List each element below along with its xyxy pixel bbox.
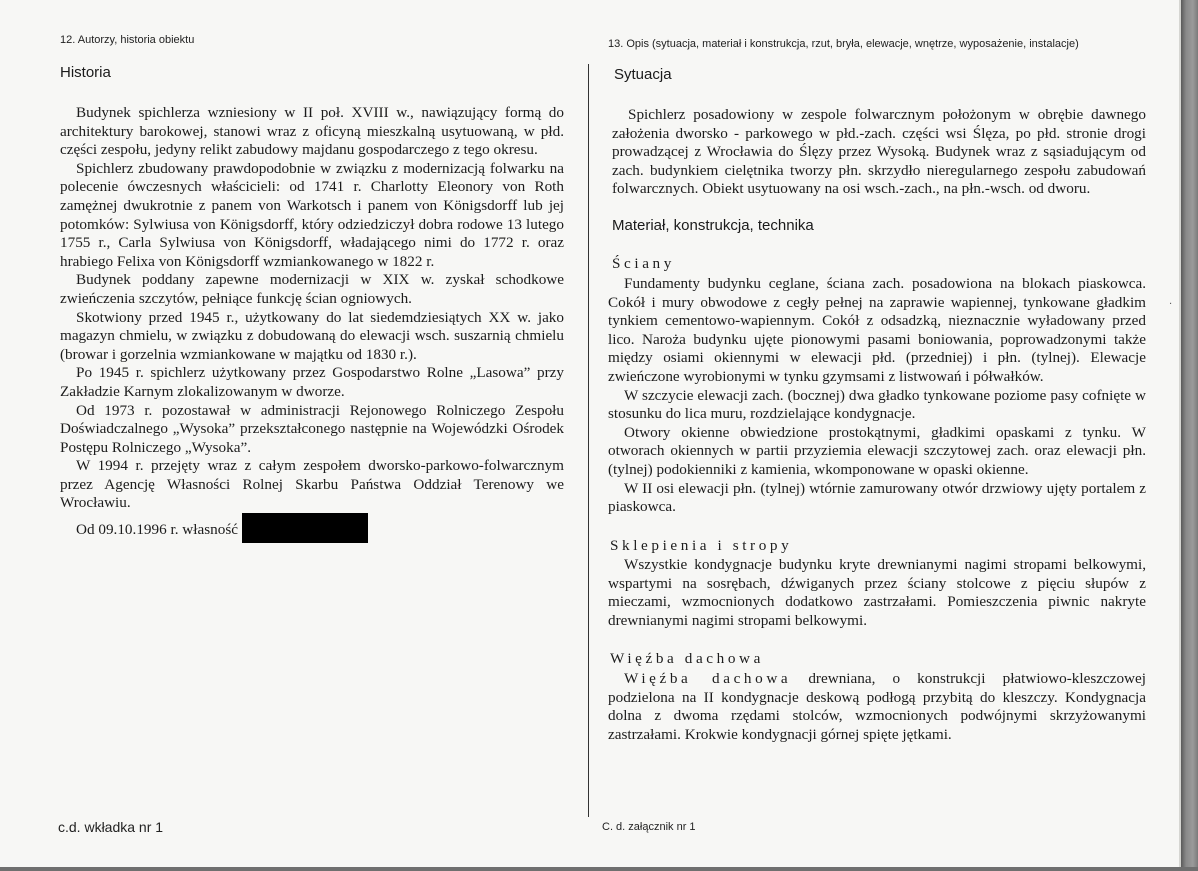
history-paragraph: Budynek spichlerza wzniesiony w II poł. XVIII w., nawiązujący formą do architektury barokowej, stanowi wraz z oficyną mieszkalną usytuowaną, w płd. części zespołu, jedyny relikt zabudowy majdanu gospodarczego z tego okresu.: [60, 104, 564, 159]
vaults-paragraph: Wszystkie kondygnacje budynku kryte drewnianymi nagimi stropami belkowymi, wspartymi na sosrębach, dźwiganych przez ściany stolcowe z pięciu słupów z mieczami, wzmocnionych dodatkowo zastrzałami. Pomieszczenia piwnic nakryte drewnianymi nagimi stropami belkowymi.: [608, 556, 1146, 629]
vaults-text: [608, 556, 1146, 630]
history-paragraph: Po 1945 r. spichlerz użytkowany przez Gospodarstwo Rolne „Lasowa” przy Zakładzie Karnym zlokalizowanym w dworze.: [60, 364, 564, 400]
right-column: [590, 0, 1181, 867]
situation-title: Sytuacja: [614, 66, 672, 83]
history-paragraph: Spichlerz zbudowany prawdopodobnie w związku z modernizacją folwarku na polecenie ówczesnych właścicieli: od 1741 r. Charlotty Eleonory von Roth zamężnej dwukrotnie z panem von Warkotsch i panem von Königsdorff lub jej potomków: Sylwiusa von Königsdorff, który odziedziczył dobra rodowe 13 lutego 1755 r., Carla Sylwiusa von Königsdorff, władającego nimi do 1772 r. oraz hrabiego Felixa von Königsdorff wzmiankowanego w 1822 r.: [60, 159, 564, 270]
left-footer-note: c.d. wkładka nr 1: [58, 819, 164, 835]
situation-paragraph: Spichlerz posadowiony w zespole folwarcznym położonym w obrębie dawnego założenia dworsko - parkowego w płd.-zach. części wsi Ślęza, po płd. stronie drogi prowadzącej z Wrocławia do Ślęzy przez Wysoką. Budynek wraz z sąsiadującym od zach. budynkiem cielętnika tworzy płn. skrzydło nieregularnego zespołu zabudowań folwarcznych. Obiekt usytuowany na osi wsch.-zach., na płn.-wsch. od dworu.: [612, 106, 1146, 198]
roof-lead: Więźba dachowa: [624, 670, 792, 687]
section-heading-description: 13. Opis (sytuacja, materiał i konstrukcja, rzut, bryła, elewacje, wnętrze, wyposażenie, instalacje): [608, 38, 1079, 50]
walls-paragraph: Fundamenty budynku ceglane, ściana zach. posadowiona na blokach piaskowca. Cokół i mury obwodowe z cegły pełnej na zaprawie wapiennej, tynkowane gładkim tynkiem cementowo-wapiennym. Cokół z odsadzką, nieznacznie wyładowany przed lico. Naroża budynku ujęte pionowymi pasami boniowania, poprowadzonymi także między osiami okiennymi w elewacji płd. (przedniej) i płn. (tylnej). Elewacje zwieńczone wyrobionymi w tynku gzymsami z listwowań i półwałków.: [608, 275, 1146, 385]
column-divider: [588, 64, 589, 817]
walls-paragraph: W II osi elewacji płn. (tylnej) wtórnie zamurowany otwór drzwiowy ujęty portalem z piaskowca.: [608, 479, 1146, 516]
right-footer-note: C. d. załącznik nr 1: [602, 821, 696, 833]
vaults-heading: Sklepienia i stropy: [610, 537, 793, 554]
redaction-block: [242, 513, 368, 543]
scan-speck-mark: ·: [1169, 299, 1173, 310]
section-heading-authors-history: 12. Autorzy, historia obiektu: [60, 34, 195, 46]
roof-body: drewniana, o konstrukcji płatwiowo-kleszczowej podzielona na II kondygnacje deskową podłogą przybitą do kleszczy. Kondygnacja dolna z dwoma rzędami stolców, wzmocnionych podwójnymi skrzyżowanymi zastrzałami. Krokwie kondygnacji górnej spięte jętkami.: [608, 670, 1146, 743]
history-paragraph: Od 1973 r. pozostawał w administracji Rejonowego Rolniczego Zespołu Doświadczalnego „Wysoka” przekształconego następnie na Wojewódzki Ośrodek Postępu Rolniczego „Wysoka”.: [60, 401, 564, 456]
walls-paragraph: W szczycie elewacji zach. (bocznej) dwa gładko tynkowane poziome pasy cofnięte w stosunku do lica muru, rozdzielające kondygnacje.: [608, 386, 1146, 423]
history-paragraph: W 1994 r. przejęty wraz z całym zespołem dworsko-parkowo-folwarcznym przez Agencję Własności Rolnej Skarbu Państwa Oddział Terenowy we Wrocławiu.: [60, 457, 564, 512]
left-column: [0, 0, 590, 867]
roof-heading: Więźba dachowa: [610, 650, 764, 667]
walls-text: [608, 275, 1146, 517]
roof-paragraph: [608, 670, 1146, 744]
history-text: [60, 104, 564, 543]
roof-text: [608, 670, 1146, 744]
walls-paragraph: Otwory okienne obwiedzione prostokątnymi, gładkimi opaskami z tynku. W otworach okiennych w partii przyziemia elewacji szczytowej zach. oraz elewacji płn. (tylnej) podokienniki z kamienia, wkomponowane w opaski okienne.: [608, 423, 1146, 478]
ownership-paragraph: [60, 513, 564, 543]
history-paragraph: Skotwiony przed 1945 r., użytkowany do lat siedemdziesiątych XX w. jako magazyn chmielu, w związku z dobudowaną do elewacji wsch. suszarnią chmielu (browar i gorzelnia wzmiankowane w majątku od 1830 r.).: [60, 308, 564, 363]
scanner-bottom-edge: [0, 867, 1198, 871]
material-title: Materiał, konstrukcja, technika: [612, 217, 814, 234]
history-paragraph: Budynek poddany zapewne modernizacji w XIX w. zyskał schodkowe zwieńczenia szczytów, pełniące funkcję ścian ogniowych.: [60, 271, 564, 307]
scanner-edge: [1181, 0, 1198, 871]
ownership-text: Od 09.10.1996 r. własność: [76, 521, 238, 539]
situation-text: [612, 106, 1146, 199]
walls-heading: Ściany: [612, 255, 675, 272]
history-title: Historia: [60, 64, 111, 81]
